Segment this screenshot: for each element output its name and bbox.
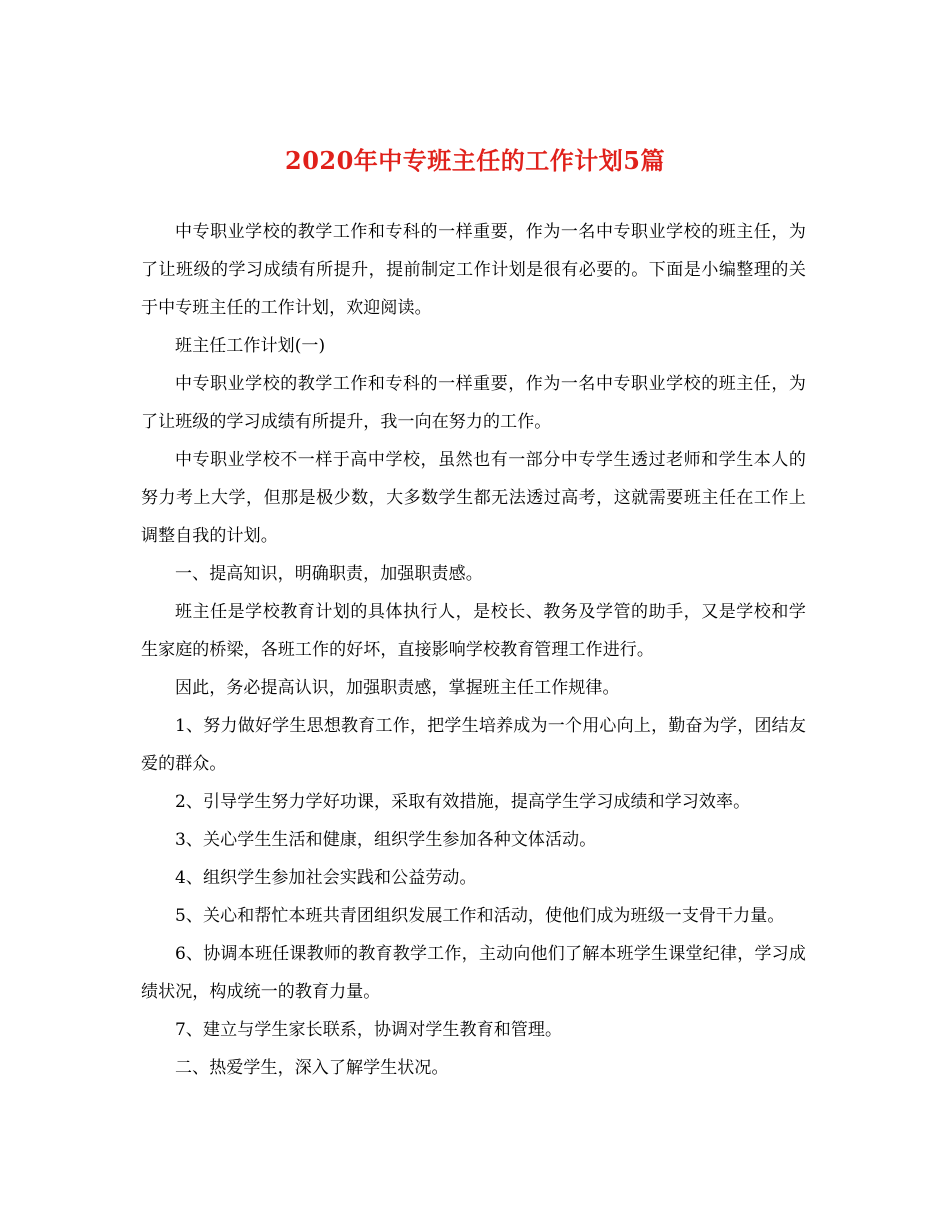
- list-item: 3、关心学生生活和健康，组织学生参加各种文体活动。: [175, 830, 597, 850]
- list-item: 2、引导学生努力学好功课，采取有效措施，提高学生学习成绩和学习效率。: [175, 792, 751, 812]
- paragraph: 中专职业学校不一样于高中学校，虽然也有一部分中专学生透过老师和学生本人的努力考上大学，但那是极少数，大多数学生都无法透过高考，这就需要班主任在工作上调整自我的计划。: [141, 450, 806, 546]
- document-title: 2020年中专班主任的工作计划5篇: [285, 146, 665, 175]
- paragraph-plan-heading: 班主任工作计划(一): [175, 336, 326, 356]
- list-item: 6、协调本班任课教师的教育教学工作，主动向他们了解本班学生课堂纪律，学习成绩状况，构成统一的教育力量。: [141, 944, 806, 1002]
- paragraph: 班主任是学校教育计划的具体执行人，是校长、教务及学管的助手，又是学校和学生家庭的桥梁，各班工作的好坏，直接影响学校教育管理工作进行。: [141, 602, 806, 660]
- section-heading: 一、提高知识，明确职责，加强职责感。: [175, 564, 483, 584]
- section-heading: 二、热爱学生，深入了解学生状况。: [175, 1058, 449, 1078]
- paragraph: 因此，务必提高认识，加强职责感，掌握班主任工作规律。: [175, 678, 620, 698]
- paragraph: 中专职业学校的教学工作和专科的一样重要，作为一名中专职业学校的班主任，为了让班级的学习成绩有所提升，我一向在努力的工作。: [141, 374, 806, 432]
- document-body: [141, 213, 806, 1087]
- list-item: 4、组织学生参加社会实践和公益劳动。: [175, 868, 477, 888]
- list-item: 5、关心和帮忙本班共青团组织发展工作和活动，使他们成为班级一支骨干力量。: [175, 906, 785, 926]
- paragraph-intro: 中专职业学校的教学工作和专科的一样重要，作为一名中专职业学校的班主任，为了让班级的学习成绩有所提升，提前制定工作计划是很有必要的。下面是小编整理的关于中专班主任的工作计划，欢迎阅读。: [141, 222, 806, 318]
- list-item: 1、努力做好学生思想教育工作，把学生培养成为一个用心向上，勤奋为学，团结友爱的群众。: [141, 716, 806, 774]
- list-item: 7、建立与学生家长联系，协调对学生教育和管理。: [175, 1020, 563, 1040]
